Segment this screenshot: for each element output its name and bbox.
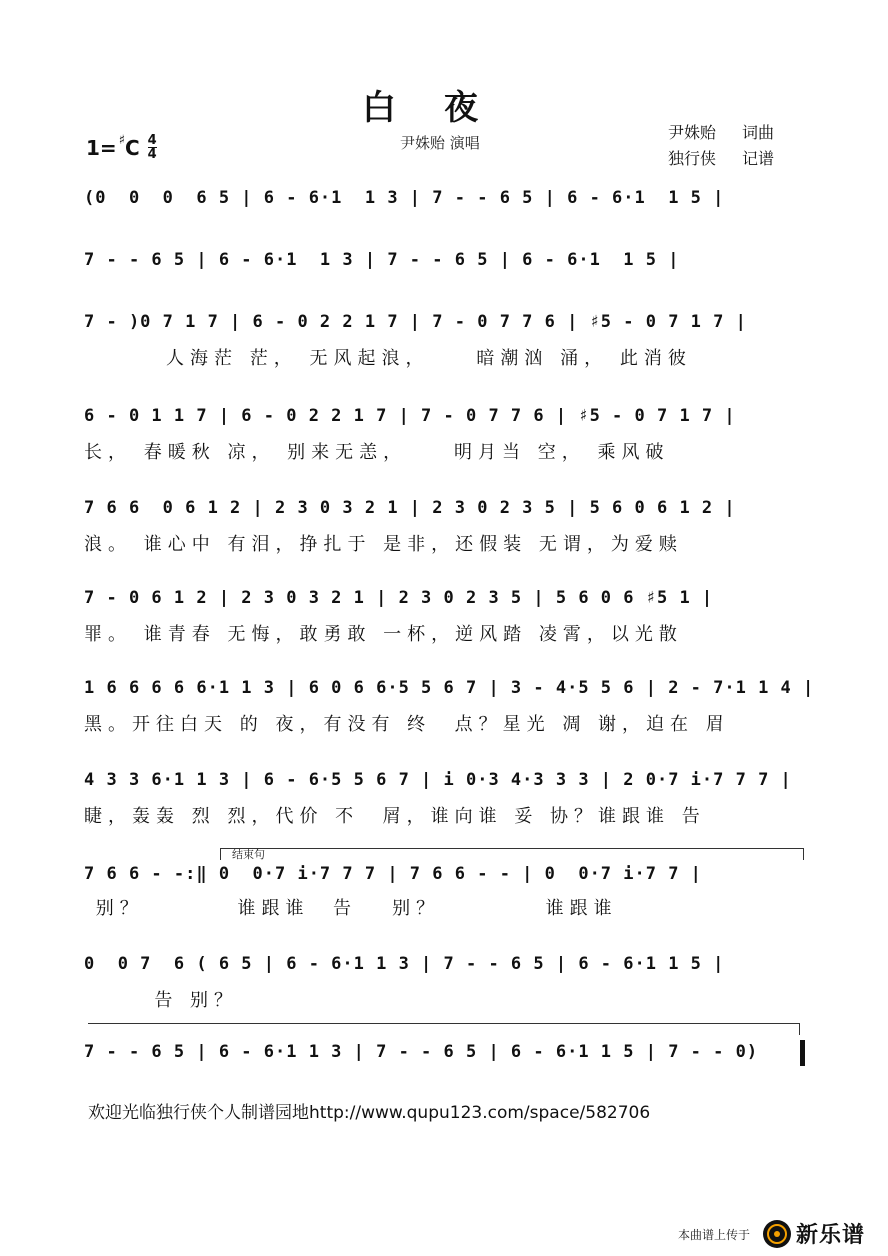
music-row-10: 0 0 7 6 ( 6 5 | 6 - 6·1 1 3 | 7 - - 6 5 | 6 - 6·1 1 5 | [84,954,725,974]
upload-label: 本曲谱上传于 [678,1228,751,1242]
closing-bracket [88,1023,800,1024]
music-row-4: 6 - 0 1 1 7 | 6 - 0 2 2 1 7 | 7 - 0 7 7 6 | ♯5 - 0 7 1 7 | [84,406,736,426]
music-row-6: 7 - 0 6 1 2 | 2 3 0 3 2 1 | 2 3 0 2 3 5 | 5 6 0 6 ♯5 1 | [84,588,714,608]
key-signature [86,134,157,161]
ending-bracket [220,848,804,849]
lyric-row-9: 别？ 谁跟谁 告 别？ 谁跟谁 [84,898,618,919]
music-row-1: (0 0 0 6 5 | 6 - 6·1 1 3 | 7 - - 6 5 | 6 - 6·1 1 5 | [84,188,725,208]
transcriber-line [668,146,774,172]
ending-bracket-left [220,848,221,860]
key-prefix: 1= [86,135,117,160]
music-row-5: 7 6 6 0 6 1 2 | 2 3 0 3 2 1 | 2 3 0 2 3 5 | 5 6 0 6 1 2 | [84,498,736,518]
closing-bracket-right [799,1023,800,1035]
lyric-row-4: 长， 春暖秋 凉， 别来无恙， 明月当 空， 乘风破 [84,442,670,463]
lyric-row-3: 人海茫 茫， 无风起浪， 暗潮汹 涌， 此消彼 [84,348,692,369]
lyricist-composer-line [668,120,774,146]
site-logo[interactable] [762,1218,865,1249]
music-row-7: 1 6 6 6 6 6·1 1 3 | 6 0 6 6·5 5 6 7 | 3 - 4·5 5 6 | 2 - 7·1 1 4 | [84,678,815,698]
record-icon [762,1219,792,1249]
transcriber-name: 独行侠 [668,149,717,168]
time-sig-bottom: 4 [147,147,157,162]
ending-bracket-right [803,848,804,860]
song-title: 白夜 [362,88,526,128]
lyricist-name: 尹姝贻 [668,123,717,142]
credits [668,120,774,172]
lyric-row-8: 睫，轰轰 烈 烈，代价 不 屑，谁向谁 妥 协？谁跟谁 告 [84,806,706,827]
time-signature [148,134,157,161]
lyric-row-10: 告 别？ [84,990,239,1011]
ending-label: 结束句 [232,848,265,861]
performer-credit: 尹姝贻 演唱 [400,134,480,152]
time-sig-top: 4 [147,133,157,148]
footer-credit: 欢迎光临独行侠个人制谱园地http://www.qupu123.com/space/582706 [88,1103,651,1123]
sharp-icon: ♯ [118,133,125,148]
lyricist-role: 词曲 [742,123,775,142]
logo-text: 新乐谱 [796,1223,866,1248]
music-row-2: 7 - - 6 5 | 6 - 6·1 1 3 | 7 - - 6 5 | 6 - 6·1 1 5 | [84,250,680,270]
lyric-row-7: 黑。开往白天 的 夜，有没有 终 点？星光 凋 谢，迫在 眉 [84,714,730,735]
lyric-row-6: 罪。 谁青春 无悔，敢勇敢 一杯，逆风踏 凌霄，以光散 [84,624,683,645]
lyric-row-5: 浪。 谁心中 有泪，挣扎于 是非，还假装 无谓，为爱赎 [84,534,683,555]
key-note: C [124,135,140,160]
music-row-11: 7 - - 6 5 | 6 - 6·1 1 3 | 7 - - 6 5 | 6 - 6·1 1 5 | 7 - - 0) [84,1042,759,1062]
music-row-9: 7 6 6 - -:‖ 0 0·7 i·7 7 7 | 7 6 6 - - | 0 0·7 i·7 7 | [84,864,702,884]
transcriber-role: 记谱 [742,149,775,168]
final-barline [800,1040,805,1066]
music-row-8: 4 3 3 6·1 1 3 | 6 - 6·5 5 6 7 | i 0·3 4·3 3 3 | 2 0·7 i·7 7 7 | [84,770,792,790]
music-row-3: 7 - )0 7 1 7 | 6 - 0 2 2 1 7 | 7 - 0 7 7 6 | ♯5 - 0 7 1 7 | [84,312,747,332]
